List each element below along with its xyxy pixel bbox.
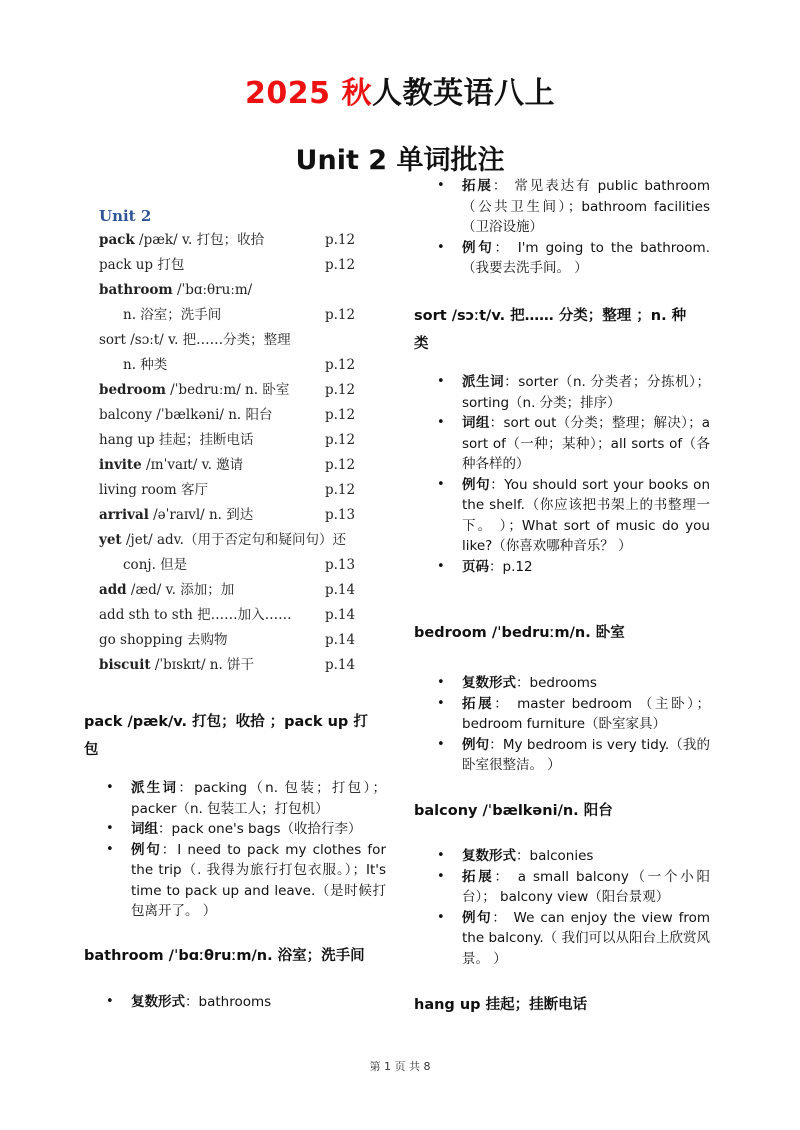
bullet-text: ：pack one's bags（收拾行李） <box>158 821 362 837</box>
vocab-page-ref: p.12 <box>325 432 356 448</box>
bullet-text: ：packing（n. 包装；打包）；packer（n. 包装工人；打包机） <box>131 780 386 817</box>
vocab-page-ref: p.14 <box>325 582 356 598</box>
bullet-text: ：I need to pack my clothes for the trip（. 我得为旅行打包衣服。）；It's time to pack up and leave.（是时候打包离开了。 ） <box>131 841 386 919</box>
bullet-label: 拓展 <box>462 178 493 194</box>
vocab-row <box>99 378 359 403</box>
bullet-label: 例句 <box>462 476 491 493</box>
bullet-item <box>131 840 386 922</box>
vocab-entry <box>99 332 291 348</box>
vocab-page-ref: p.12 <box>325 482 356 498</box>
title-red: 2025 秋 <box>245 76 372 111</box>
vocab-page-ref: p.12 <box>325 457 356 473</box>
bullet-text: ： a small balcony（一个小阳台）； balcony view（阳台景观） <box>462 868 710 905</box>
vocab-row <box>99 628 359 653</box>
vocab-row <box>99 328 359 353</box>
vocab-entry <box>99 482 208 498</box>
entry-heading-line: pack /pæk/v. 打包；收拾 ；pack up 打 <box>84 714 368 730</box>
vocab-row <box>99 403 359 428</box>
vocab-page-ref: p.14 <box>325 632 356 648</box>
bullet-label: 词组 <box>131 821 158 837</box>
vocab-entry <box>99 257 184 273</box>
vocab-entry <box>99 432 254 448</box>
vocab-entry <box>99 407 273 423</box>
vocab-page-ref: p.13 <box>325 507 356 523</box>
entry-heading-line: sort /sɔːt/v. 把…… 分类；整理 ；n. 种 <box>414 308 687 324</box>
bullet-label: 派生词 <box>462 374 505 390</box>
bullet-label: 词组 <box>462 415 490 431</box>
bullet-text: ：sort out（分类；整理；解决）；a sort of（一种；某种）；all sorts of（各种各样的） <box>462 415 711 472</box>
vocab-entry <box>99 607 292 623</box>
vocab-definition: /pæk/ v. 打包；收拾 <box>134 232 265 248</box>
page-title <box>0 68 800 112</box>
vocab-row <box>99 578 359 603</box>
bullet-item <box>462 694 710 735</box>
vocab-page-ref: p.12 <box>325 357 356 373</box>
vocab-entry <box>99 457 243 473</box>
vocab-headword: bathroom <box>99 282 173 298</box>
entry-list-balcony <box>462 846 710 969</box>
entry-heading-bathroom: bathroom /ˈbɑːθruːm/n. 浴室；洗手间 <box>84 948 365 964</box>
bullet-label: 拓展 <box>462 868 495 885</box>
vocab-definition: /əˈraɪvl/ n. 到达 <box>148 507 254 523</box>
vocab-headword: biscuit <box>99 657 151 673</box>
vocab-page-ref: p.13 <box>325 557 356 573</box>
page-footer: 第 1 页 共 8 <box>369 1060 431 1073</box>
vocab-row <box>99 528 359 553</box>
bullet-label: 复数形式 <box>462 848 516 864</box>
vocab-row <box>99 653 359 678</box>
vocab-definition: conj. 但是 <box>123 557 188 573</box>
vocab-page-ref: p.12 <box>325 407 356 423</box>
entry-heading-pack <box>84 708 384 764</box>
bullet-text: ： 常见表达有 public bathroom（公共卫生间）；bathroom facilities（卫浴设施） <box>462 178 711 235</box>
bullet-label: 例句 <box>462 736 490 753</box>
vocab-page-ref: p.12 <box>325 257 356 273</box>
bullet-item <box>462 238 710 279</box>
vocab-definition: pack up 打包 <box>99 257 185 273</box>
bullet-item <box>462 557 710 578</box>
bullet-text: ：sorter（n. 分类者；分拣机）；sorting（n. 分类；排序） <box>462 374 711 411</box>
vocab-definition: living room 客厅 <box>99 482 209 498</box>
bullet-item <box>462 372 710 413</box>
bullet-item <box>462 673 710 694</box>
entry-list-bedroom <box>462 673 710 776</box>
bullet-text: ： We can enjoy the view from the balcony.（ 我们可以从阳台上欣赏风景。 ） <box>462 909 710 967</box>
vocab-definition: n. 种类 <box>123 357 168 373</box>
bullet-text: ： master bedroom （主卧）；bedroom furniture（卧室家具） <box>462 695 710 732</box>
vocab-entry <box>99 232 264 248</box>
bullet-label: 复数形式 <box>462 675 516 691</box>
vocab-definition: /ɪnˈvaɪt/ v. 邀请 <box>141 457 244 473</box>
vocab-row <box>99 303 359 328</box>
vocab-row <box>99 453 359 478</box>
bullet-text: ：balconies <box>516 848 594 864</box>
bullet-item <box>462 908 710 970</box>
vocab-unit-label: Unit 2 <box>99 207 152 225</box>
entry-heading-hang-up: hang up 挂起；挂断电话 <box>414 997 588 1013</box>
entry-heading-balcony: balcony /ˈbælkəni/n. 阳台 <box>414 803 613 819</box>
bullet-text: ：My bedroom is very tidy.（我的卧室很整洁。 ） <box>462 736 710 773</box>
entry-heading-sort <box>414 302 714 358</box>
bullet-item <box>462 846 710 867</box>
vocab-headword: invite <box>99 457 142 473</box>
bullet-item <box>131 778 386 819</box>
vocab-page-ref: p.12 <box>325 307 356 323</box>
vocab-headword: add <box>99 582 127 598</box>
entry-heading-bedroom: bedroom /ˈbedruːm/n. 卧室 <box>414 625 625 641</box>
entry-heading-line: 包 <box>84 742 99 758</box>
bullet-text: ：You should sort your books on the shelf.（你应该把书架上的书整理一下。 ）；What sort of music do you like?（你喜欢哪种音乐？ ） <box>462 476 710 554</box>
bullet-item <box>462 475 710 557</box>
vocab-entry <box>99 632 228 648</box>
vocab-definition: /jet/ adv.（用于否定句和疑问句）还 <box>121 532 346 548</box>
vocab-definition: n. 浴室；洗手间 <box>123 307 222 323</box>
entry-list-pack <box>131 778 386 922</box>
vocab-page-ref: p.12 <box>325 382 356 398</box>
vocab-page-ref: p.14 <box>325 607 356 623</box>
vocab-definition: /æd/ v. 添加；加 <box>126 582 235 598</box>
bullet-label: 复数形式 <box>131 994 185 1010</box>
vocab-entry <box>99 532 346 548</box>
vocab-entry <box>99 357 167 373</box>
bullet-item <box>131 992 386 1013</box>
vocab-entry <box>99 282 252 298</box>
bullet-label: 页码 <box>462 558 489 575</box>
vocab-definition: /ˈbɪskɪt/ n. 饼干 <box>150 657 255 673</box>
bullet-text: ：p.12 <box>489 558 533 575</box>
page-subtitle: Unit 2 单词批注 <box>295 145 505 176</box>
bullet-label: 例句 <box>462 239 495 256</box>
entry-heading-line: 类 <box>414 336 429 352</box>
entry-list-sort <box>462 372 710 577</box>
vocab-entry <box>99 507 253 523</box>
vocab-entry <box>99 582 234 598</box>
bullet-text: ：bedrooms <box>516 675 597 691</box>
vocab-entry <box>99 657 254 673</box>
vocab-row <box>99 478 359 503</box>
vocab-definition: hang up 挂起；挂断电话 <box>99 432 254 448</box>
vocab-row <box>99 253 359 278</box>
bullet-item <box>131 819 386 840</box>
vocab-row <box>99 278 359 303</box>
vocab-row <box>99 228 359 253</box>
bullet-label: 例句 <box>462 909 493 926</box>
bullet-item <box>462 867 710 908</box>
vocab-entry <box>99 307 221 323</box>
vocab-headword: pack <box>99 232 135 248</box>
bullet-label: 例句 <box>131 841 162 858</box>
vocab-row <box>99 503 359 528</box>
title-black: 人教英语八上 <box>371 76 555 111</box>
bullet-text: ：bathrooms <box>185 994 272 1010</box>
vocab-page-ref: p.14 <box>325 657 356 673</box>
vocab-definition: go shopping 去购物 <box>99 632 228 648</box>
vocab-row <box>99 553 359 578</box>
vocab-definition: balcony /ˈbælkəni/ n. 阳台 <box>99 407 273 423</box>
vocab-headword: bedroom <box>99 382 166 398</box>
vocab-definition: add sth to sth 把……加入…… <box>99 607 292 623</box>
vocab-row <box>99 353 359 378</box>
vocab-rows <box>99 228 359 678</box>
vocab-definition: /ˈbedruːm/ n. 卧室 <box>165 382 290 398</box>
entry-list-bathroom-continued <box>462 176 710 279</box>
bullet-item <box>462 735 710 776</box>
entry-list-bathroom <box>131 992 386 1013</box>
vocab-row <box>99 603 359 628</box>
bullet-text: ： I'm going to the bathroom.（我要去洗手间。 ） <box>462 239 710 276</box>
vocab-headword: yet <box>99 532 122 548</box>
vocab-definition: /ˈbɑːθruːm/ <box>172 282 253 298</box>
vocab-row <box>99 428 359 453</box>
vocab-definition: sort /sɔːt/ v. 把……分类；整理 <box>99 332 291 348</box>
bullet-item <box>462 413 710 475</box>
vocab-page-ref: p.12 <box>325 232 356 248</box>
bullet-item <box>462 176 710 238</box>
bullet-label: 派生词 <box>131 780 179 796</box>
vocab-list <box>99 204 359 678</box>
vocab-entry <box>99 382 289 398</box>
vocab-entry <box>99 557 187 573</box>
bullet-label: 拓展 <box>462 695 495 712</box>
vocab-headword: arrival <box>99 507 149 523</box>
